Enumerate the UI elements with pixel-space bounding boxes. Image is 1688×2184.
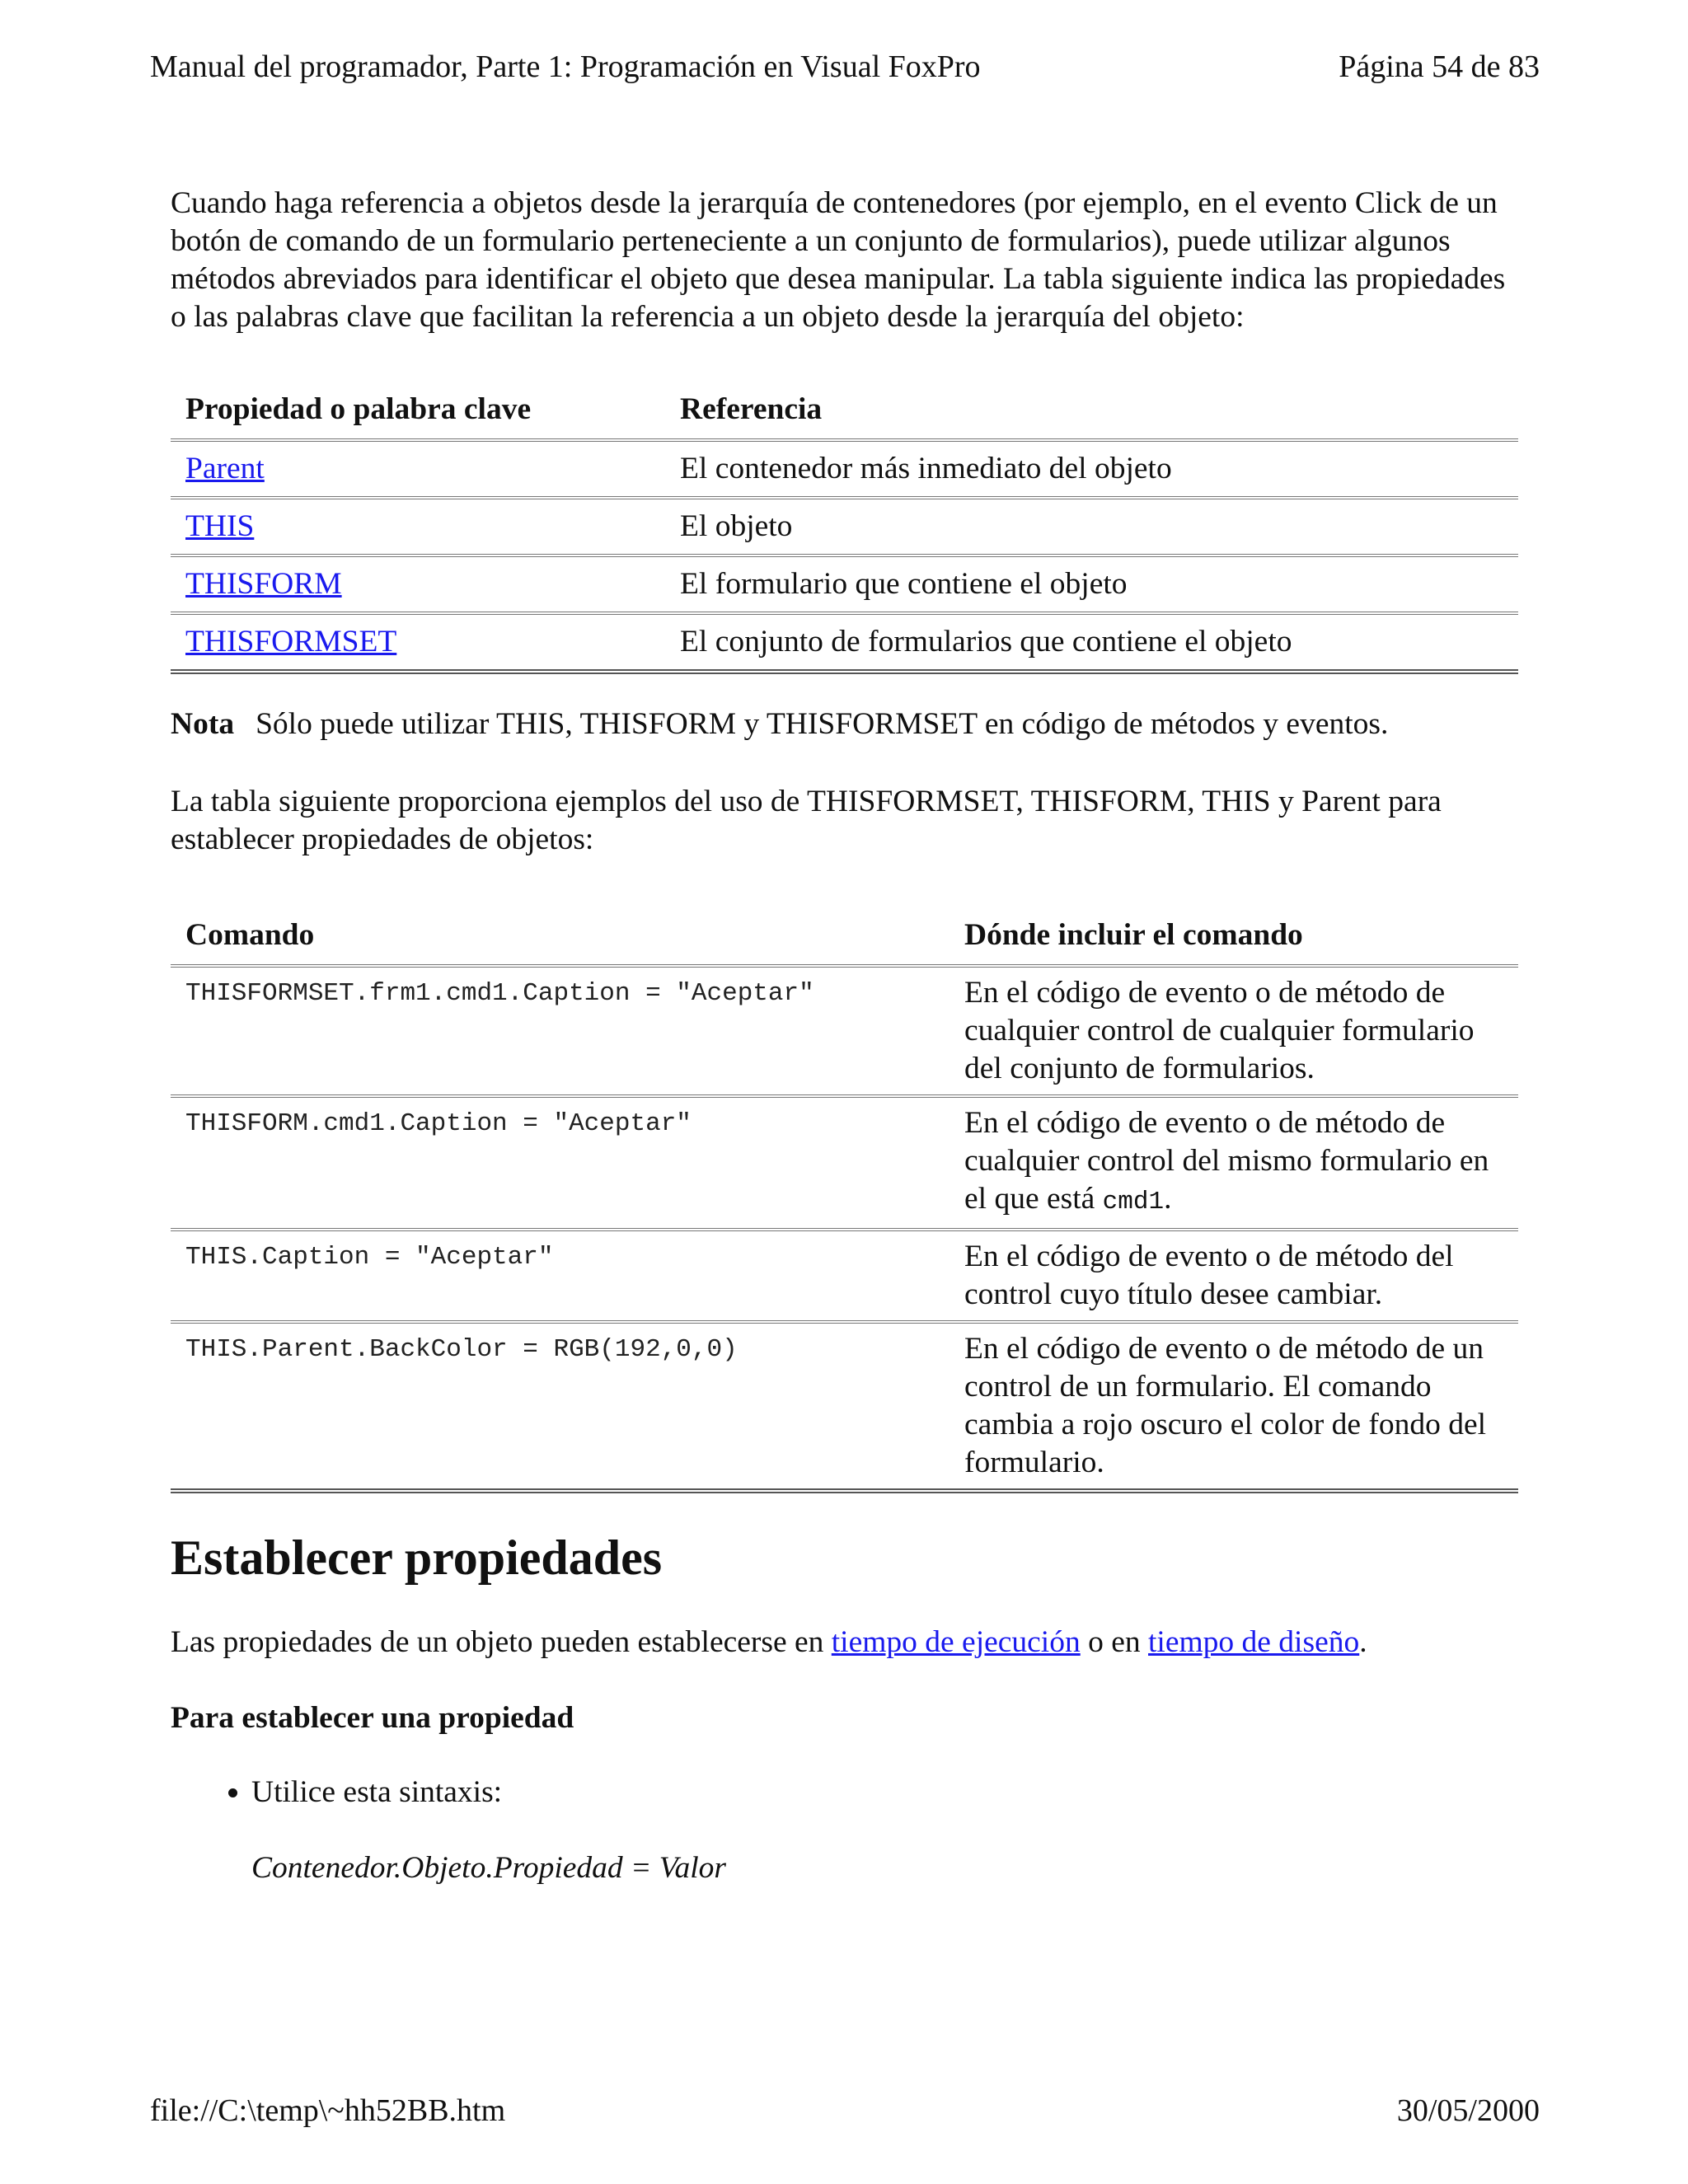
link-thisformset[interactable]: THISFORMSET xyxy=(185,625,397,658)
table-cell: En el código de evento o de método del control cuyo título desee cambiar. xyxy=(950,1230,1518,1322)
table-header-row xyxy=(171,915,1518,966)
note xyxy=(171,705,1518,743)
text: o en xyxy=(1080,1625,1149,1659)
note-text: Sólo puede utilizar THIS, THISFORM y THISFORMSET en código de métodos y eventos. xyxy=(256,707,1389,741)
command-cell: THISFORM.cmd1.Caption = "Aceptar" xyxy=(171,1096,950,1230)
link-runtime[interactable]: tiempo de ejecución xyxy=(831,1625,1081,1659)
table-row xyxy=(171,498,1518,555)
column-header: Propiedad o palabra clave xyxy=(171,389,665,440)
keyword-table xyxy=(171,389,1518,674)
table-row xyxy=(171,555,1518,613)
link-this[interactable]: THIS xyxy=(185,509,255,543)
cell-text: En el código de evento o de método de cualquier control del mismo formulario en el que está xyxy=(964,1106,1489,1216)
command-cell: THISFORMSET.frm1.cmd1.Caption = "Aceptar" xyxy=(171,966,950,1096)
inline-code: cmd1 xyxy=(1102,1188,1165,1216)
table-cell: El formulario que contiene el objeto xyxy=(665,555,1518,613)
link-design-time[interactable]: tiempo de diseño xyxy=(1148,1625,1360,1659)
table-cell xyxy=(950,1096,1518,1230)
intro-paragraph: Cuando haga referencia a objetos desde la jerarquía de contenedores (por ejemplo, en el evento Click de un botón de comando de un formulario perteneciente a un conjunto de formularios), puede utilizar algunos métodos abreviados para identificar el objeto que desea manipular. La tabla siguiente indica las propiedades o las palabras clave que facilitan la referencia a un objeto desde la jerarquía del objeto: xyxy=(171,186,1506,334)
syntax-example: Contenedor.Objeto.Propiedad = Valor xyxy=(251,1851,726,1885)
procedure-list xyxy=(171,1774,1518,1811)
list-item: • Utilice esta sintaxis: xyxy=(251,1774,1518,1811)
table-row xyxy=(171,966,1518,1096)
column-header: Dónde incluir el comando xyxy=(950,915,1518,966)
text: . xyxy=(1359,1625,1367,1659)
print-date: 30/05/2000 xyxy=(1396,2093,1540,2128)
column-header: Comando xyxy=(171,915,950,966)
document-title: Manual del programador, Parte 1: Programación en Visual FoxPro xyxy=(150,49,981,84)
table-cell: El contenedor más inmediato del objeto xyxy=(665,440,1518,498)
table-cell: El conjunto de formularios que contiene el objeto xyxy=(665,613,1518,672)
command-cell: THIS.Caption = "Aceptar" xyxy=(171,1230,950,1322)
document-body xyxy=(171,185,1518,1887)
column-header: Referencia xyxy=(665,389,1518,440)
cell-text-end: . xyxy=(1164,1182,1172,1216)
table-cell: El objeto xyxy=(665,498,1518,555)
table-row xyxy=(171,1230,1518,1322)
examples-paragraph: La tabla siguiente proporciona ejemplos del uso de THISFORMSET, THISFORM, THIS y Parent para establecer propiedades de objetos: xyxy=(171,785,1442,856)
procedure-heading: Para establecer una propiedad xyxy=(171,1701,574,1735)
file-path: file://C:\temp\~hh52BB.htm xyxy=(150,2093,506,2128)
note-label: Nota xyxy=(171,707,235,741)
table-row xyxy=(171,1322,1518,1491)
table-row xyxy=(171,1096,1518,1230)
page-footer xyxy=(150,2090,1540,2131)
link-parent[interactable]: Parent xyxy=(185,452,265,485)
page-header xyxy=(150,46,1540,87)
table-cell: En el código de evento o de método de cualquier control de cualquier formulario del conjunto de formularios. xyxy=(950,966,1518,1096)
link-thisform[interactable]: THISFORM xyxy=(185,567,342,601)
page-number: Página 54 de 83 xyxy=(1339,49,1540,84)
table-header-row xyxy=(171,389,1518,440)
command-cell: THIS.Parent.BackColor = RGB(192,0,0) xyxy=(171,1322,950,1491)
table-row xyxy=(171,613,1518,672)
section-paragraph xyxy=(171,1624,1518,1661)
section-heading: Establecer propiedades xyxy=(171,1530,663,1585)
command-table xyxy=(171,915,1518,1493)
table-cell: En el código de evento o de método de un control de un formulario. El comando cambia a rojo oscuro el color de fondo del formulario. xyxy=(950,1322,1518,1491)
text: Las propiedades de un objeto pueden establecerse en xyxy=(171,1625,832,1659)
table-row xyxy=(171,440,1518,498)
